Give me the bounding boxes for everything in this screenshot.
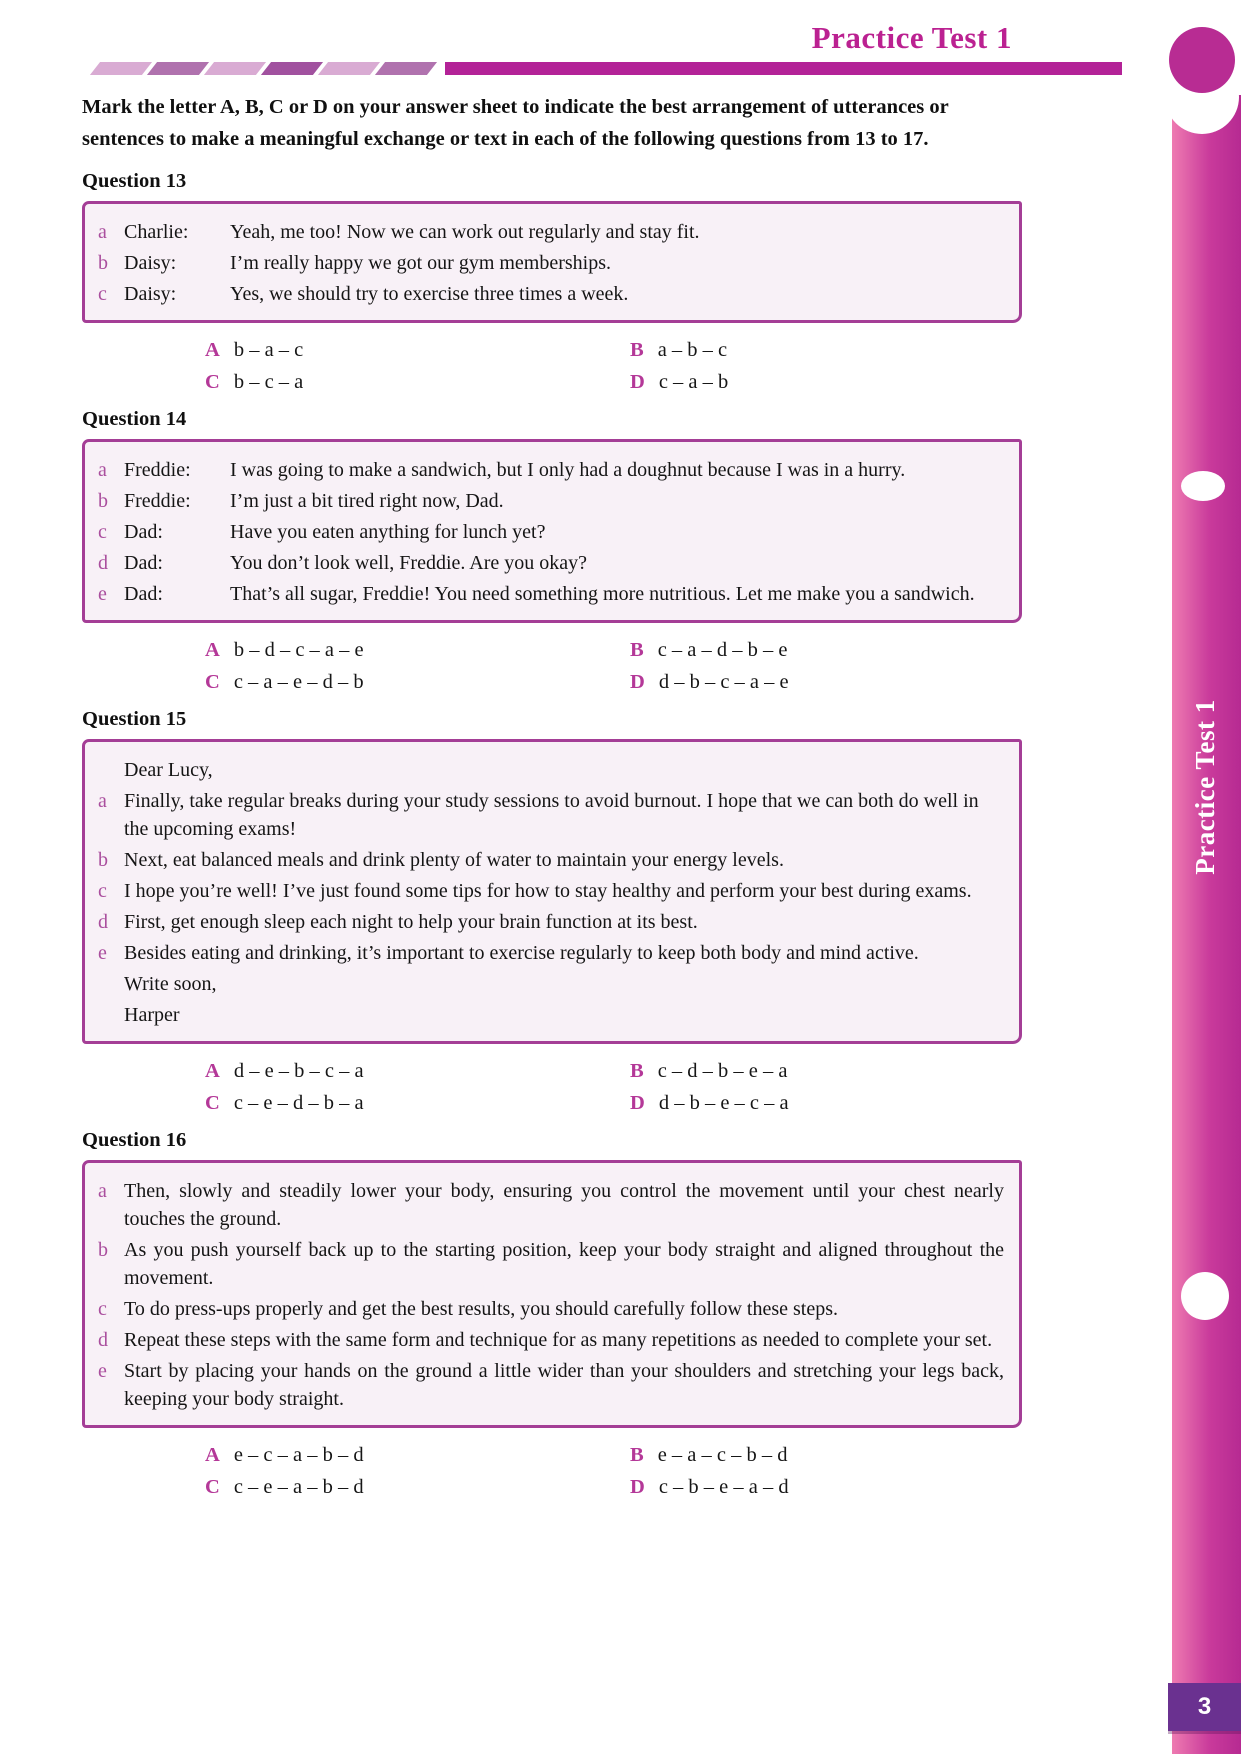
dialogue-row	[98, 456, 1004, 484]
item-label: d	[98, 910, 108, 933]
decor-segment	[204, 62, 266, 75]
question-heading-15: Question 15	[82, 707, 187, 730]
speaker-name: Freddie:	[124, 489, 191, 512]
decor-segment	[318, 62, 380, 75]
option-letter: C	[205, 1091, 220, 1114]
item-label: e	[98, 1359, 107, 1382]
option-letter: D	[630, 1091, 645, 1114]
option-row	[630, 1092, 1022, 1115]
question-heading-16: Question 16	[82, 1128, 187, 1151]
option-row	[630, 1444, 1022, 1467]
sidebar-dot-icon	[1181, 1272, 1229, 1320]
option-row	[630, 639, 1022, 662]
speaker-name: Charlie:	[124, 220, 189, 243]
option-letter: B	[630, 338, 644, 361]
question-box-16	[82, 1160, 1022, 1428]
speaker-name: Daisy:	[124, 251, 177, 274]
sentence-text: Next, eat balanced meals and drink plenty of water to maintain your energy levels.	[124, 848, 784, 871]
option-letter: D	[630, 370, 645, 393]
sentence-row	[98, 787, 1004, 843]
letter-signature	[124, 1001, 1004, 1029]
option-letter: A	[205, 338, 220, 361]
options-16	[205, 1444, 1022, 1499]
item-label: d	[98, 551, 108, 574]
sidebar-oval-icon	[1181, 471, 1225, 501]
option-value: c – a – b	[658, 370, 729, 393]
sentence-row	[98, 1236, 1004, 1292]
decor-segment	[90, 62, 152, 75]
option-row	[630, 1476, 1022, 1499]
sentence-text: To do press-ups properly and get the best results, you should carefully follow these steps.	[124, 1297, 839, 1320]
utterance-text: Yeah, me too! Now we can work out regularly and stay fit.	[230, 220, 700, 243]
option-letter: B	[630, 1443, 644, 1466]
utterance-text: That’s all sugar, Freddie! You need something more nutritious. Let me make you a sandwich.	[230, 582, 975, 605]
page-number-box	[1168, 1683, 1241, 1731]
speaker-name: Freddie:	[124, 458, 191, 481]
utterance-text: Have you eaten anything for lunch yet?	[230, 520, 546, 543]
speaker-name: Dad:	[124, 582, 163, 605]
option-row	[630, 1060, 1022, 1083]
sentence-row	[98, 939, 1004, 967]
option-letter: C	[205, 670, 220, 693]
sentence-row	[98, 1295, 1004, 1323]
sentence-text: Finally, take regular breaks during your study sessions to avoid burnout. I hope that we can both do well in the upcoming exams!	[124, 789, 979, 840]
sentence-row	[98, 1357, 1004, 1413]
item-label: c	[98, 879, 107, 902]
page-content	[82, 92, 1022, 1503]
speaker-name: Dad:	[124, 520, 163, 543]
option-row	[205, 1444, 630, 1467]
sidebar-band	[1172, 95, 1241, 1754]
speaker-name: Daisy:	[124, 282, 177, 305]
decor-segment	[261, 62, 323, 75]
utterance-text: I’m just a bit tired right now, Dad.	[230, 489, 504, 512]
item-label: b	[98, 848, 108, 871]
question-box-13	[82, 201, 1022, 323]
option-value: c – e – a – b – d	[233, 1475, 364, 1498]
dialogue-row	[98, 280, 1004, 308]
speaker-name: Dad:	[124, 551, 163, 574]
title-underline-bar	[95, 62, 1122, 75]
option-value: c – b – e – a – d	[658, 1475, 789, 1498]
option-row	[205, 1060, 630, 1083]
option-letter: A	[205, 638, 220, 661]
options-14	[205, 639, 1022, 694]
sentence-text: Then, slowly and steadily lower your body, ensuring you control the movement until your chest nearly touches the ground.	[124, 1179, 1004, 1230]
sentence-text: Start by placing your hands on the ground a little wider than your shoulders and stretching your legs back, keeping your body straight.	[124, 1359, 1004, 1410]
decor-solid-bar	[445, 62, 1122, 75]
option-value: b – c – a	[233, 370, 304, 393]
option-value: c – e – d – b – a	[233, 1091, 364, 1114]
sidebar-vertical-label: Practice Test 1	[1190, 699, 1220, 875]
item-label: b	[98, 251, 108, 274]
item-label: b	[98, 489, 108, 512]
option-row	[205, 339, 630, 362]
sentence-text: Besides eating and drinking, it’s important to exercise regularly to keep both body and mind active.	[124, 941, 919, 964]
option-letter: A	[205, 1443, 220, 1466]
option-row	[630, 339, 1022, 362]
utterance-text: You don’t look well, Freddie. Are you okay?	[230, 551, 588, 574]
question-heading-14: Question 14	[82, 407, 187, 430]
option-row	[205, 1092, 630, 1115]
option-value: d – b – e – c – a	[658, 1091, 789, 1114]
option-value: a – b – c	[657, 338, 728, 361]
utterance-text: I was going to make a sandwich, but I only had a doughnut because I was in a hurry.	[230, 458, 906, 481]
item-label: e	[98, 582, 107, 605]
decor-segment	[375, 62, 437, 75]
sentence-row	[98, 908, 1004, 936]
item-label: c	[98, 520, 107, 543]
question-box-14	[82, 439, 1022, 623]
sentence-text: As you push yourself back up to the starting position, keep your body straight and aligned throughout the movement.	[124, 1238, 1004, 1289]
letter-signature-text: Harper	[124, 1003, 180, 1026]
page-number: 3	[1197, 1693, 1212, 1720]
item-label: a	[98, 458, 107, 481]
item-label: a	[98, 1179, 107, 1202]
option-value: d – b – c – a – e	[658, 670, 789, 693]
option-value: b – a – c	[233, 338, 304, 361]
option-row	[630, 371, 1022, 394]
item-label: a	[98, 220, 107, 243]
dialogue-row	[98, 580, 1004, 608]
option-letter: D	[630, 1475, 645, 1498]
item-label: c	[98, 1297, 107, 1320]
option-row	[205, 671, 630, 694]
option-value: b – d – c – a – e	[233, 638, 364, 661]
option-letter: B	[630, 1059, 644, 1082]
option-value: c – a – e – d – b	[233, 670, 364, 693]
decor-segment	[147, 62, 209, 75]
dialogue-row	[98, 487, 1004, 515]
sentence-text: I hope you’re well! I’ve just found some tips for how to stay healthy and perform your best during exams.	[124, 879, 972, 902]
option-row	[205, 1476, 630, 1499]
question-box-15	[82, 739, 1022, 1044]
option-letter: B	[630, 638, 644, 661]
item-label: a	[98, 789, 107, 812]
sentence-row	[98, 1177, 1004, 1233]
options-15	[205, 1060, 1022, 1115]
utterance-text: Yes, we should try to exercise three times a week.	[230, 282, 629, 305]
option-row	[205, 639, 630, 662]
letter-preface	[124, 756, 1004, 784]
question-heading-13: Question 13	[82, 169, 187, 192]
item-label: b	[98, 1238, 108, 1261]
dialogue-row	[98, 249, 1004, 277]
sentence-row	[98, 877, 1004, 905]
instruction-text: Mark the letter A, B, C or D on your answer sheet to indicate the best arrangement of utterances or sentences to make a meaningful exchange or text in each of the following questions from 13 to 17.	[82, 96, 949, 150]
option-value: c – d – b – e – a	[657, 1059, 788, 1082]
dialogue-row	[98, 518, 1004, 546]
option-value: e – c – a – b – d	[233, 1443, 364, 1466]
option-value: e – a – c – b – d	[657, 1443, 788, 1466]
sentence-text: Repeat these steps with the same form and technique for as many repetitions as needed to complete your set.	[124, 1328, 993, 1351]
option-letter: C	[205, 1475, 220, 1498]
option-letter: A	[205, 1059, 220, 1082]
option-row	[205, 371, 630, 394]
options-13	[205, 339, 1022, 394]
letter-preface-text: Dear Lucy,	[124, 758, 213, 781]
corner-circle-icon	[1169, 27, 1235, 93]
page-title: Practice Test 1	[811, 20, 1012, 55]
letter-closing-text: Write soon,	[124, 972, 217, 995]
item-label: c	[98, 282, 107, 305]
option-letter: D	[630, 670, 645, 693]
item-label: e	[98, 941, 107, 964]
option-row	[630, 671, 1022, 694]
sentence-text: First, get enough sleep each night to help your brain function at its best.	[124, 910, 698, 933]
option-letter: C	[205, 370, 220, 393]
item-label: d	[98, 1328, 108, 1351]
dialogue-row	[98, 218, 1004, 246]
sentence-row	[98, 1326, 1004, 1354]
utterance-text: I’m really happy we got our gym memberships.	[230, 251, 612, 274]
letter-closing	[124, 970, 1004, 998]
option-value: d – e – b – c – a	[233, 1059, 364, 1082]
option-value: c – a – d – b – e	[657, 638, 788, 661]
sentence-row	[98, 846, 1004, 874]
dialogue-row	[98, 549, 1004, 577]
